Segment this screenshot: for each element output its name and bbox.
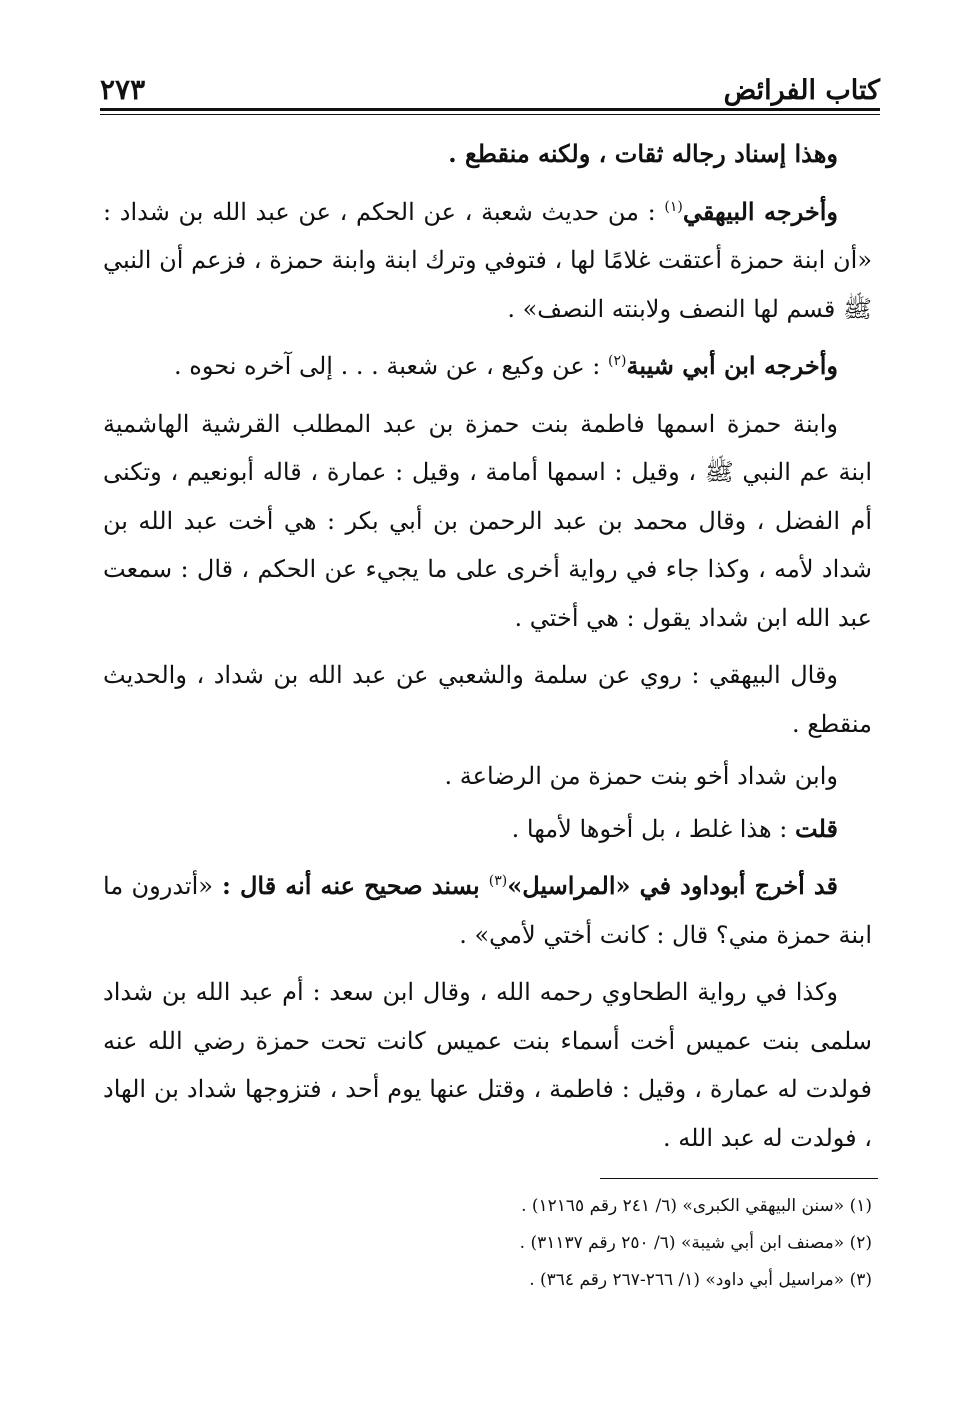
paragraph — [103, 130, 872, 179]
footnote-ref: (٣) — [488, 873, 508, 889]
chapter-title: كتاب الفرائض — [723, 75, 880, 106]
paragraph — [103, 805, 872, 854]
text-run: : هذا غلط ، بل أخوها لأمها . — [511, 814, 796, 843]
bold-text: بسند صحيح عنه أنه قال : — [212, 871, 489, 900]
header-rule-thin — [100, 114, 880, 115]
paragraph — [103, 651, 872, 748]
footnote-separator — [600, 1178, 878, 1179]
footnotes — [103, 1188, 872, 1299]
bold-text: قد أخرج أبوداود في «المراسيل» — [507, 871, 838, 900]
bold-text: وأخرجه البيهقي — [682, 196, 838, 226]
header-rule-thick — [100, 108, 880, 111]
page-header — [100, 58, 880, 106]
footnote-ref: (٢) — [607, 353, 627, 369]
bold-text: وأخرجه ابن أبي شيبة — [626, 351, 838, 380]
text-run: : عن وكيع ، عن شعبة . . . إلى آخره نحوه . — [174, 352, 608, 380]
text-run: وابن شداد أخو بنت حمزة من الرضاعة . — [444, 762, 838, 790]
text-run: وابنة حمزة اسمها فاطمة بنت حمزة بن عبد المطلب القرشية الهاشمية ابنة عم النبي ﷺ ، وقيل : اسمها أمامة ، وقيل : عمارة ، قاله أبونعيم ، وتكنى أم الفضل ، وقال محمد بن عبد الرحمن بن أبي بكر : هي أخت عبد الله بن شداد لأمه ، وكذا جاء في رواية أخرى على ما يجيء عن الحكم ، قال : سمعت عبد الله ابن شداد يقول : هي أختي . — [103, 409, 872, 632]
paragraph — [103, 862, 872, 959]
page-number: ٢٧٣ — [100, 73, 146, 106]
paragraph — [103, 342, 872, 391]
main-text — [103, 130, 872, 1171]
footnote: (٢) «مصنف ابن أبي شيبة» (٦/ ٢٥٠ رقم ٣١١٣٧) . — [519, 1233, 872, 1253]
paragraph — [103, 188, 872, 334]
paragraph — [103, 400, 872, 643]
text-run: وقال البيهقي : روي عن سلمة والشعبي عن عبد الله بن شداد ، والحديث منقطع . — [103, 661, 872, 738]
footnote: (١) «سنن البيهقي الكبرى» (٦/ ٢٤١ رقم ١٢١٦٥) . — [521, 1196, 872, 1216]
text-run: «أتدرون ما ابنة حمزة مني؟ قال : كانت أختي لأمي» . — [103, 872, 872, 949]
footnote: (٣) «مراسيل أبي داود» (١/ ٢٦٦-٢٦٧ رقم ٣٦٤) . — [529, 1270, 872, 1290]
paragraph — [103, 752, 872, 801]
paragraph — [103, 968, 872, 1162]
text-run: وكذا في رواية الطحاوي رحمه الله ، وقال ابن سعد : أم عبد الله بن شداد سلمى بنت عميس أخت أسماء بنت عميس كانت تحت حمزة رضي الله عنه فولدت له عمارة ، وقيل : فاطمة ، وقتل عنها يوم أحد ، فتزوجها شداد بن الهاد ، فولدت له عبد الله . — [103, 978, 872, 1152]
footnote-ref: (١) — [664, 198, 683, 215]
text-run: : من حديث شعبة ، عن الحكم ، عن عبد الله بن شداد : «أن ابنة حمزة أعتقت غلامًا لها ، فتوفي وترك ابنة وابنة حمزة ، فزعم أن النبي ﷺ قسم لها النصف ولابنته النصف» . — [103, 197, 872, 323]
bold-text: قلت — [795, 813, 838, 843]
bold-text: وهذا إسناد رجاله ثقات ، ولكنه منقطع . — [448, 139, 838, 168]
